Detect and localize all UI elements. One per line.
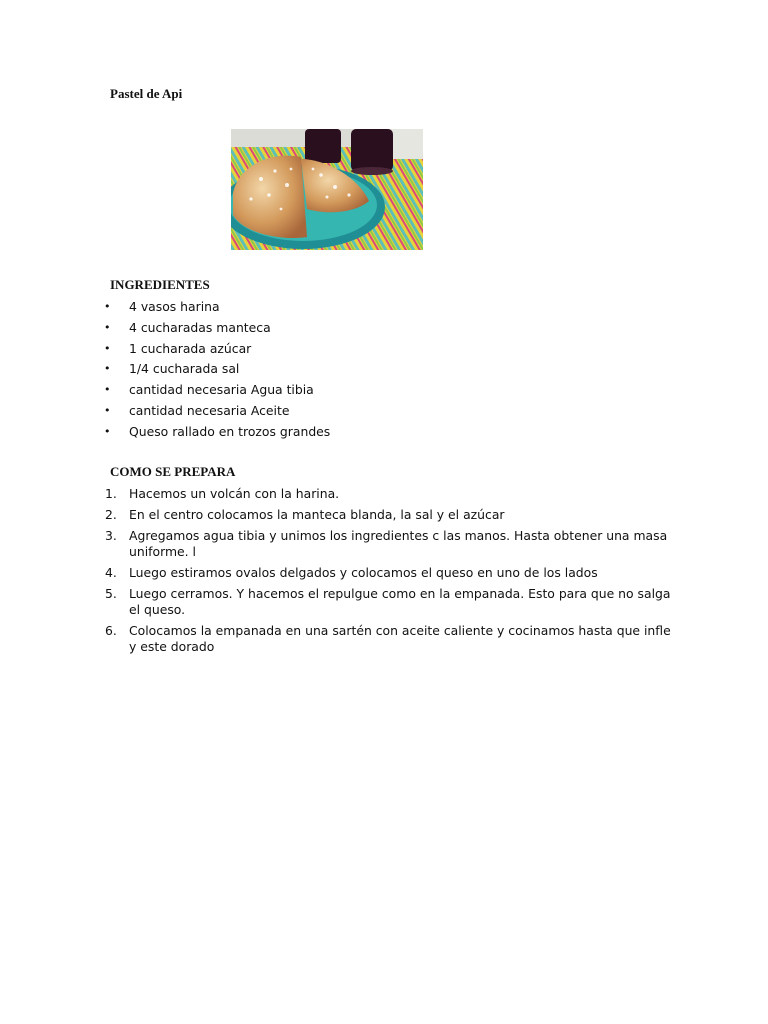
list-item: 3. Agregamos agua tibia y unimos los ingredientes c las manos. Hasta obtener una masa uniforme. l bbox=[105, 528, 668, 559]
bullet-icon: • bbox=[104, 362, 111, 376]
step-number: 6. bbox=[105, 623, 117, 638]
step-number: 2. bbox=[105, 507, 117, 522]
list-item: 6. Colocamos la empanada en una sartén con aceite caliente y cocinamos hasta que infle y este dorado bbox=[105, 623, 671, 654]
bullet-icon: • bbox=[104, 320, 111, 334]
bullet-icon: • bbox=[104, 300, 111, 313]
step-number: 3. bbox=[105, 528, 117, 543]
list-item: • 4 vasos harina bbox=[0, 297, 330, 318]
ingredients-heading: INGREDIENTES bbox=[110, 277, 210, 292]
list-item: • 1/4 cucharada sal bbox=[0, 359, 330, 380]
list-item: 2. En el centro colocamos la manteca blanda, la sal y el azúcar bbox=[105, 507, 505, 522]
list-item: • Queso rallado en trozos grandes bbox=[0, 422, 330, 443]
list-item: • cantidad necesaria Aceite bbox=[0, 401, 330, 422]
list-item: • cantidad necesaria Agua tibia bbox=[0, 380, 330, 401]
bullet-icon: • bbox=[104, 383, 111, 397]
list-item: 5. Luego cerramos. Y hacemos el repulgue como en la empanada. Esto para que no salga el queso. bbox=[105, 586, 671, 617]
ingredients-list bbox=[0, 297, 330, 443]
steps-list bbox=[0, 486, 680, 660]
steps-heading: COMO SE PREPARA bbox=[110, 464, 236, 479]
list-item: • 4 cucharadas manteca bbox=[0, 318, 330, 339]
list-item: 4. Luego estiramos ovalos delgados y colocamos el queso en uno de los lados bbox=[105, 565, 598, 580]
step-number: 4. bbox=[105, 565, 117, 580]
step-number: 1. bbox=[105, 486, 117, 501]
document-title: Pastel de Api bbox=[110, 86, 183, 101]
recipe-photo bbox=[231, 129, 423, 250]
list-item: 1. Hacemos un volcán con la harina. bbox=[105, 486, 340, 501]
bullet-icon: • bbox=[104, 403, 111, 417]
bullet-icon: • bbox=[104, 341, 111, 355]
list-item: • 1 cucharada azúcar bbox=[0, 339, 330, 360]
bullet-icon: • bbox=[104, 424, 111, 438]
step-number: 5. bbox=[105, 586, 117, 601]
